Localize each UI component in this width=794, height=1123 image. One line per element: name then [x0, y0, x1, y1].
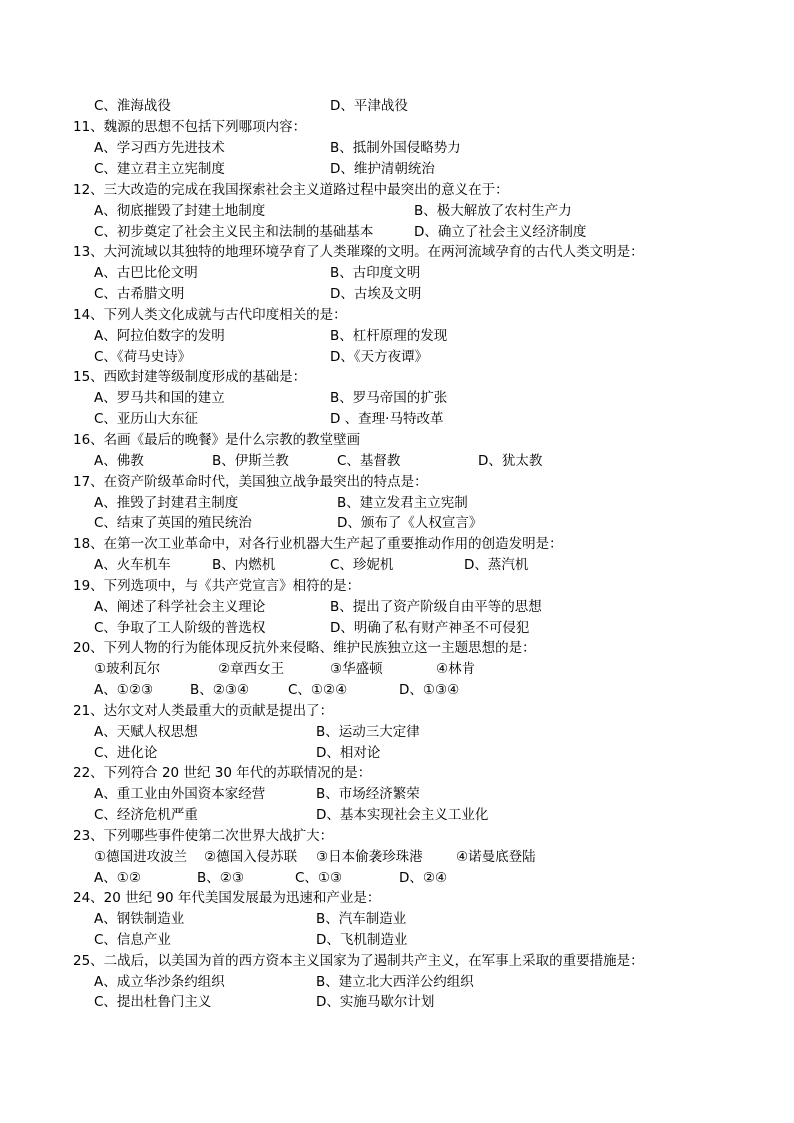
option-d: D、维护清朝统治: [330, 161, 435, 177]
option-b: B、汽车制造业: [316, 911, 407, 927]
option-c: C、初步奠定了社会主义民主和法制的基础基本: [94, 224, 374, 240]
option-d: D、平津战役: [330, 98, 408, 114]
item-2: ②章西女王: [218, 661, 285, 677]
option-a: A、天赋人权思想: [94, 724, 198, 740]
option-d: D、确立了社会主义经济制度: [414, 224, 587, 240]
option-a: A、阿拉伯数字的发明: [94, 328, 225, 344]
option-b: B、内燃机: [212, 557, 276, 573]
option-c: C、结束了英国的殖民统治: [94, 515, 252, 531]
option-c: C、①③: [295, 870, 343, 886]
option-d: D、实施马歇尔计划: [316, 994, 435, 1010]
item-2: ②德国入侵苏联: [204, 849, 298, 865]
option-b: B、杠杆原理的发现: [330, 328, 448, 344]
option-c: C、《荷马史诗》: [94, 349, 192, 365]
option-a: A、成立华沙条约组织: [94, 974, 225, 990]
option-d: D、犹太教: [478, 453, 543, 469]
option-b: B、伊斯兰教: [212, 453, 289, 469]
option-c: C、提出杜鲁门主义: [94, 994, 212, 1010]
option-a: A、佛教: [94, 453, 144, 469]
option-b: B、②③④: [190, 682, 250, 698]
exam-page: C、淮海战役 D、平津战役 11、魏源的思想不包括下列哪项内容： A、学习西方先进技术 B、抵制外国侵略势力 C、建立君主立宪制度 D、维护清朝统治 12、三大改造的完成在我国探索社会主义道路过程中最突出的意义在于： A、彻底摧毁了封建土地制度 B、极大解放了农村生产力 C、初步奠定了社会主义民主和法制的基础基本 D、确立了社会主义经济制度 13、大河流域以其独特的地理环境孕育了人类璀璨的文明。在两河流域孕育的古代人类文明是： A、古巴比伦文明 B、古印度文明 C、古希腊文明 D、古埃及文明 14、下列人类文化成就与古代印度相关的是： A、阿拉伯数字的发明 B、杠杆原理的发现 C、《荷马史诗》 D、《天方夜谭》 15、西欧封建等级制度形成的基础是： A、罗马共和国的建立 B、罗马帝国的扩张 C、亚历山大东征 D 、查理·马特改革 16、名画《最后的晚餐》是什么宗教的教堂壁画 A、佛教 B、伊斯兰教 C、基督教 D、犹太教 17、在资产阶级革命时代，美国独立战争最突出的特点是： A、推毁了封建君主制度 B、建立发君主立宪制 C、结束了英国的殖民统治 D、颁布了《人权宣言》 18、在第一次工业革命中，对各行业机器大生产起了重要推动作用的创造发明是： A、火车机车 B、内燃机 C、珍妮机 D、蒸汽机 19、下列选项中，与《共产党宣言》相符的是： A、阐述了科学社会主义理论 B、提出了资产阶级自由平等的思想 C、争取了工人阶级的普选权 D、明确了私有财产神圣不可侵犯 20、下列人物的行为能体现反抗外来侵略、维护民族独立这一主题思想的是： ①玻利瓦尔 ②章西女王 ③华盛顿 ④林肯 A、①②③ B、②③④ C、①②④ D、①③④ 21、达尔文对人类最重大的贡献是提出了： A、天赋人权思想 B、运动三大定律 C、进化论 D、相对论 22、下列符合 20 世纪 30 年代的苏联情况的是： A、重工业由外国资本家经营 B、市场经济繁荣 C、经济危机严重 D、基本实现社会主义工业化 23、下列哪些事件使第二次世界大战扩大： ①德国进攻波兰 ②德国入侵苏联 ③日本偷袭珍珠港 ④诺曼底登陆 A、①② B、②③ C、①③ D、②④ 24、20 世纪 90 年代美国发展最为迅速和产业是： A、钢铁制造业 B、汽车制造业 C、信息产业 D、飞机制造业 25、二战后，以美国为首的西方资本主义国家为了遏制共产主义，在军事上采取的重要措施是： A、成立华沙条约组织 B、建立北大西洋公约组织 C、提出杜鲁门主义 D、实施马歇尔计划: [0, 0, 794, 1123]
option-a: A、钢铁制造业: [94, 911, 185, 927]
option-c: C、信息产业: [94, 932, 171, 948]
item-4: ④诺曼底登陆: [456, 849, 536, 865]
option-d: D、基本实现社会主义工业化: [316, 807, 489, 823]
option-a: A、彻底摧毁了封建土地制度: [94, 203, 266, 219]
option-c: C、争取了工人阶级的普选权: [94, 620, 266, 636]
option-c: C、基督教: [337, 453, 401, 469]
option-c: C、珍妮机: [330, 557, 394, 573]
item-1: ①德国进攻波兰: [94, 849, 188, 865]
option-b: B、提出了资产阶级自由平等的思想: [330, 599, 542, 615]
option-c: C、进化论: [94, 745, 158, 761]
option-b: B、抵制外国侵略势力: [330, 140, 461, 156]
option-a: A、罗马共和国的建立: [94, 390, 225, 406]
item-3: ③华盛顿: [330, 661, 383, 677]
option-a: A、古巴比伦文明: [94, 265, 198, 281]
option-d: D、颁布了《人权宣言》: [337, 515, 483, 531]
option-b: B、运动三大定律: [316, 724, 420, 740]
option-b: B、建立北大西洋公约组织: [316, 974, 474, 990]
item-1: ①玻利瓦尔: [94, 661, 161, 677]
option-c: C、古希腊文明: [94, 286, 185, 302]
option-a: A、重工业由外国资本家经营: [94, 786, 266, 802]
option-b: B、市场经济繁荣: [316, 786, 420, 802]
option-d: D 、查理·马特改革: [330, 411, 444, 427]
option-d: D、①③④: [399, 682, 460, 698]
option-b: B、古印度文明: [330, 265, 421, 281]
option-a: A、①②: [94, 870, 141, 886]
option-c: C、淮海战役: [94, 98, 171, 114]
option-c: C、亚历山大东征: [94, 411, 198, 427]
option-d: D、古埃及文明: [330, 286, 422, 302]
option-b: B、极大解放了农村生产力: [414, 203, 572, 219]
option-d: D、②④: [399, 870, 448, 886]
option-d: D、相对论: [316, 745, 381, 761]
option-a: A、阐述了科学社会主义理论: [94, 599, 266, 615]
option-d: D、飞机制造业: [316, 932, 408, 948]
option-a: A、学习西方先进技术: [94, 140, 225, 156]
option-c: C、①②④: [288, 682, 348, 698]
option-c: C、建立君主立宪制度: [94, 161, 225, 177]
option-b: B、②③: [197, 870, 244, 886]
option-a: A、①②③: [94, 682, 154, 698]
item-4: ④林肯: [436, 661, 476, 677]
option-a: A、火车机车: [94, 557, 171, 573]
option-a: A、推毁了封建君主制度: [94, 495, 239, 511]
option-b: B、罗马帝国的扩张: [330, 390, 448, 406]
option-d: D、《天方夜谭》: [330, 349, 429, 365]
item-3: ③日本偷袭珍珠港: [316, 849, 423, 865]
option-d: D、明确了私有财产神圣不可侵犯: [330, 620, 530, 636]
option-b: B、建立发君主立宪制: [337, 495, 468, 511]
option-d: D、蒸汽机: [464, 557, 529, 573]
option-c: C、经济危机严重: [94, 807, 198, 823]
